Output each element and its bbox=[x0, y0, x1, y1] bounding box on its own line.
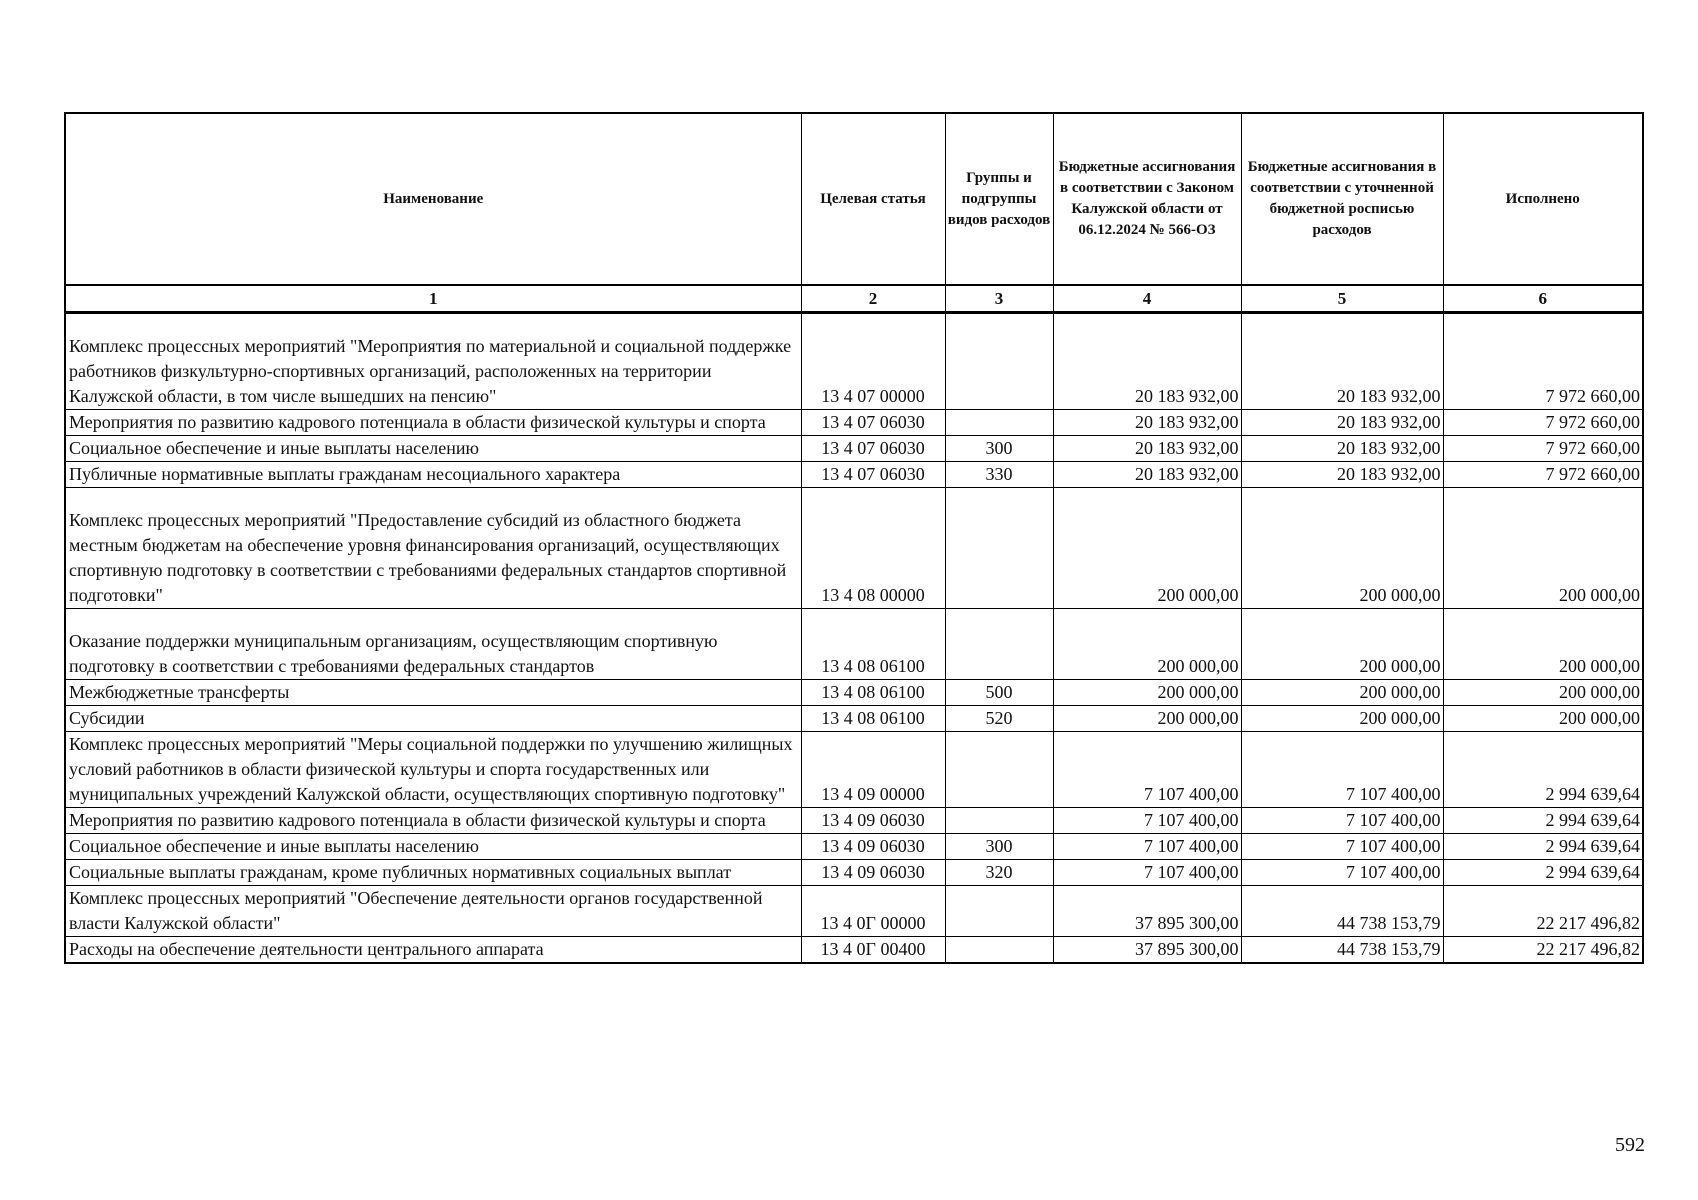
row-executed-amount: 22 217 496,82 bbox=[1443, 886, 1643, 937]
row-code: 13 4 08 06100 bbox=[801, 609, 945, 680]
row-executed-amount: 200 000,00 bbox=[1443, 609, 1643, 680]
table-row bbox=[65, 462, 1643, 488]
row-refined-amount: 7 107 400,00 bbox=[1241, 860, 1443, 886]
row-group bbox=[945, 732, 1053, 808]
row-group: 520 bbox=[945, 706, 1053, 732]
row-refined-amount: 200 000,00 bbox=[1241, 609, 1443, 680]
row-group: 500 bbox=[945, 680, 1053, 706]
table-row bbox=[65, 609, 1643, 680]
table-row bbox=[65, 732, 1643, 808]
row-refined-amount: 200 000,00 bbox=[1241, 488, 1443, 609]
row-law-amount: 37 895 300,00 bbox=[1053, 937, 1241, 964]
row-law-amount: 200 000,00 bbox=[1053, 488, 1241, 609]
row-executed-amount: 7 972 660,00 bbox=[1443, 462, 1643, 488]
column-number-row bbox=[65, 285, 1643, 313]
row-name: Субсидии bbox=[65, 706, 801, 732]
row-law-amount: 7 107 400,00 bbox=[1053, 860, 1241, 886]
row-executed-amount: 7 972 660,00 bbox=[1443, 410, 1643, 436]
row-code: 13 4 09 00000 bbox=[801, 732, 945, 808]
row-executed-amount: 200 000,00 bbox=[1443, 488, 1643, 609]
row-group bbox=[945, 313, 1053, 410]
row-group bbox=[945, 808, 1053, 834]
row-code: 13 4 07 06030 bbox=[801, 462, 945, 488]
row-law-amount: 20 183 932,00 bbox=[1053, 410, 1241, 436]
table-row bbox=[65, 313, 1643, 410]
row-executed-amount: 2 994 639,64 bbox=[1443, 808, 1643, 834]
row-refined-amount: 44 738 153,79 bbox=[1241, 886, 1443, 937]
table-row bbox=[65, 706, 1643, 732]
row-group: 330 bbox=[945, 462, 1053, 488]
header-name: Наименование bbox=[65, 113, 801, 285]
table-row bbox=[65, 410, 1643, 436]
row-name: Оказание поддержки муниципальным организациям, осуществляющим спортивную подготовку в соответствии с требованиями федеральных стандартов bbox=[65, 609, 801, 680]
row-law-amount: 7 107 400,00 bbox=[1053, 732, 1241, 808]
row-name: Комплекс процессных мероприятий "Мероприятия по материальной и социальной поддержке работников физкультурно-спортивных организаций, расположенных на территории Калужской области, в том числе вышедших на пенсию" bbox=[65, 313, 801, 410]
header-refined-allocations: Бюджетные ассигнования в соответствии с уточненной бюджетной росписью расходов bbox=[1241, 113, 1443, 285]
header-target-article: Целевая статья bbox=[801, 113, 945, 285]
row-refined-amount: 7 107 400,00 bbox=[1241, 834, 1443, 860]
row-executed-amount: 22 217 496,82 bbox=[1443, 937, 1643, 964]
table-row bbox=[65, 436, 1643, 462]
row-name: Межбюджетные трансферты bbox=[65, 680, 801, 706]
row-refined-amount: 20 183 932,00 bbox=[1241, 410, 1443, 436]
budget-table bbox=[64, 112, 1644, 964]
row-refined-amount: 20 183 932,00 bbox=[1241, 462, 1443, 488]
row-law-amount: 7 107 400,00 bbox=[1053, 834, 1241, 860]
row-code: 13 4 07 06030 bbox=[801, 410, 945, 436]
row-refined-amount: 20 183 932,00 bbox=[1241, 313, 1443, 410]
row-name: Социальное обеспечение и иные выплаты населению bbox=[65, 436, 801, 462]
row-law-amount: 200 000,00 bbox=[1053, 609, 1241, 680]
row-law-amount: 20 183 932,00 bbox=[1053, 462, 1241, 488]
column-number: 4 bbox=[1053, 285, 1241, 313]
row-name: Социальное обеспечение и иные выплаты населению bbox=[65, 834, 801, 860]
table-row bbox=[65, 886, 1643, 937]
row-law-amount: 37 895 300,00 bbox=[1053, 886, 1241, 937]
row-group: 300 bbox=[945, 436, 1053, 462]
row-executed-amount: 2 994 639,64 bbox=[1443, 860, 1643, 886]
row-refined-amount: 200 000,00 bbox=[1241, 680, 1443, 706]
row-name: Публичные нормативные выплаты гражданам несоциального характера bbox=[65, 462, 801, 488]
row-executed-amount: 200 000,00 bbox=[1443, 680, 1643, 706]
row-code: 13 4 07 00000 bbox=[801, 313, 945, 410]
row-name: Мероприятия по развитию кадрового потенциала в области физической культуры и спорта bbox=[65, 410, 801, 436]
row-group: 300 bbox=[945, 834, 1053, 860]
row-code: 13 4 08 06100 bbox=[801, 706, 945, 732]
row-code: 13 4 09 06030 bbox=[801, 860, 945, 886]
row-name: Социальные выплаты гражданам, кроме публичных нормативных социальных выплат bbox=[65, 860, 801, 886]
column-number: 1 bbox=[65, 285, 801, 313]
column-number: 5 bbox=[1241, 285, 1443, 313]
row-refined-amount: 20 183 932,00 bbox=[1241, 436, 1443, 462]
row-name: Комплекс процессных мероприятий "Обеспечение деятельности органов государственной власти Калужской области" bbox=[65, 886, 801, 937]
page-number: 592 bbox=[1615, 1134, 1645, 1156]
row-refined-amount: 7 107 400,00 bbox=[1241, 808, 1443, 834]
header-executed: Исполнено bbox=[1443, 113, 1643, 285]
row-executed-amount: 2 994 639,64 bbox=[1443, 834, 1643, 860]
column-number: 3 bbox=[945, 285, 1053, 313]
column-number: 6 bbox=[1443, 285, 1643, 313]
row-refined-amount: 200 000,00 bbox=[1241, 706, 1443, 732]
row-name: Мероприятия по развитию кадрового потенциала в области физической культуры и спорта bbox=[65, 808, 801, 834]
row-code: 13 4 07 06030 bbox=[801, 436, 945, 462]
column-number: 2 bbox=[801, 285, 945, 313]
table-row bbox=[65, 488, 1643, 609]
row-name: Комплекс процессных мероприятий "Предоставление субсидий из областного бюджета местным бюджетам на обеспечение уровня финансирования организаций, осуществляющих спортивную подготовку в соответствии с требованиями федеральных стандартов спортивной подготовки" bbox=[65, 488, 801, 609]
header-expense-groups: Группы и подгруппы видов расходов bbox=[945, 113, 1053, 285]
row-group bbox=[945, 488, 1053, 609]
row-group bbox=[945, 886, 1053, 937]
row-code: 13 4 08 06100 bbox=[801, 680, 945, 706]
row-law-amount: 200 000,00 bbox=[1053, 706, 1241, 732]
row-refined-amount: 44 738 153,79 bbox=[1241, 937, 1443, 964]
row-code: 13 4 0Г 00000 bbox=[801, 886, 945, 937]
row-executed-amount: 7 972 660,00 bbox=[1443, 436, 1643, 462]
row-code: 13 4 0Г 00400 bbox=[801, 937, 945, 964]
row-executed-amount: 7 972 660,00 bbox=[1443, 313, 1643, 410]
table-row bbox=[65, 937, 1643, 964]
table-row bbox=[65, 808, 1643, 834]
header-law-allocations: Бюджетные ассигнования в соответствии с Законом Калужской области от 06.12.2024 № 566-ОЗ bbox=[1053, 113, 1241, 285]
row-law-amount: 200 000,00 bbox=[1053, 680, 1241, 706]
row-name: Расходы на обеспечение деятельности центрального аппарата bbox=[65, 937, 801, 964]
row-name: Комплекс процессных мероприятий "Меры социальной поддержки по улучшению жилищных условий работников в области физической культуры и спорта государственных или муниципальных учреждений Калужской области, осуществляющих спортивную подготовку" bbox=[65, 732, 801, 808]
table-row bbox=[65, 860, 1643, 886]
row-law-amount: 7 107 400,00 bbox=[1053, 808, 1241, 834]
header-row bbox=[65, 113, 1643, 285]
row-group bbox=[945, 937, 1053, 964]
row-group bbox=[945, 410, 1053, 436]
row-law-amount: 20 183 932,00 bbox=[1053, 313, 1241, 410]
row-group bbox=[945, 609, 1053, 680]
row-group: 320 bbox=[945, 860, 1053, 886]
table-row bbox=[65, 834, 1643, 860]
row-code: 13 4 09 06030 bbox=[801, 834, 945, 860]
row-executed-amount: 200 000,00 bbox=[1443, 706, 1643, 732]
row-code: 13 4 09 06030 bbox=[801, 808, 945, 834]
row-law-amount: 20 183 932,00 bbox=[1053, 436, 1241, 462]
table-row bbox=[65, 680, 1643, 706]
row-executed-amount: 2 994 639,64 bbox=[1443, 732, 1643, 808]
row-refined-amount: 7 107 400,00 bbox=[1241, 732, 1443, 808]
row-code: 13 4 08 00000 bbox=[801, 488, 945, 609]
